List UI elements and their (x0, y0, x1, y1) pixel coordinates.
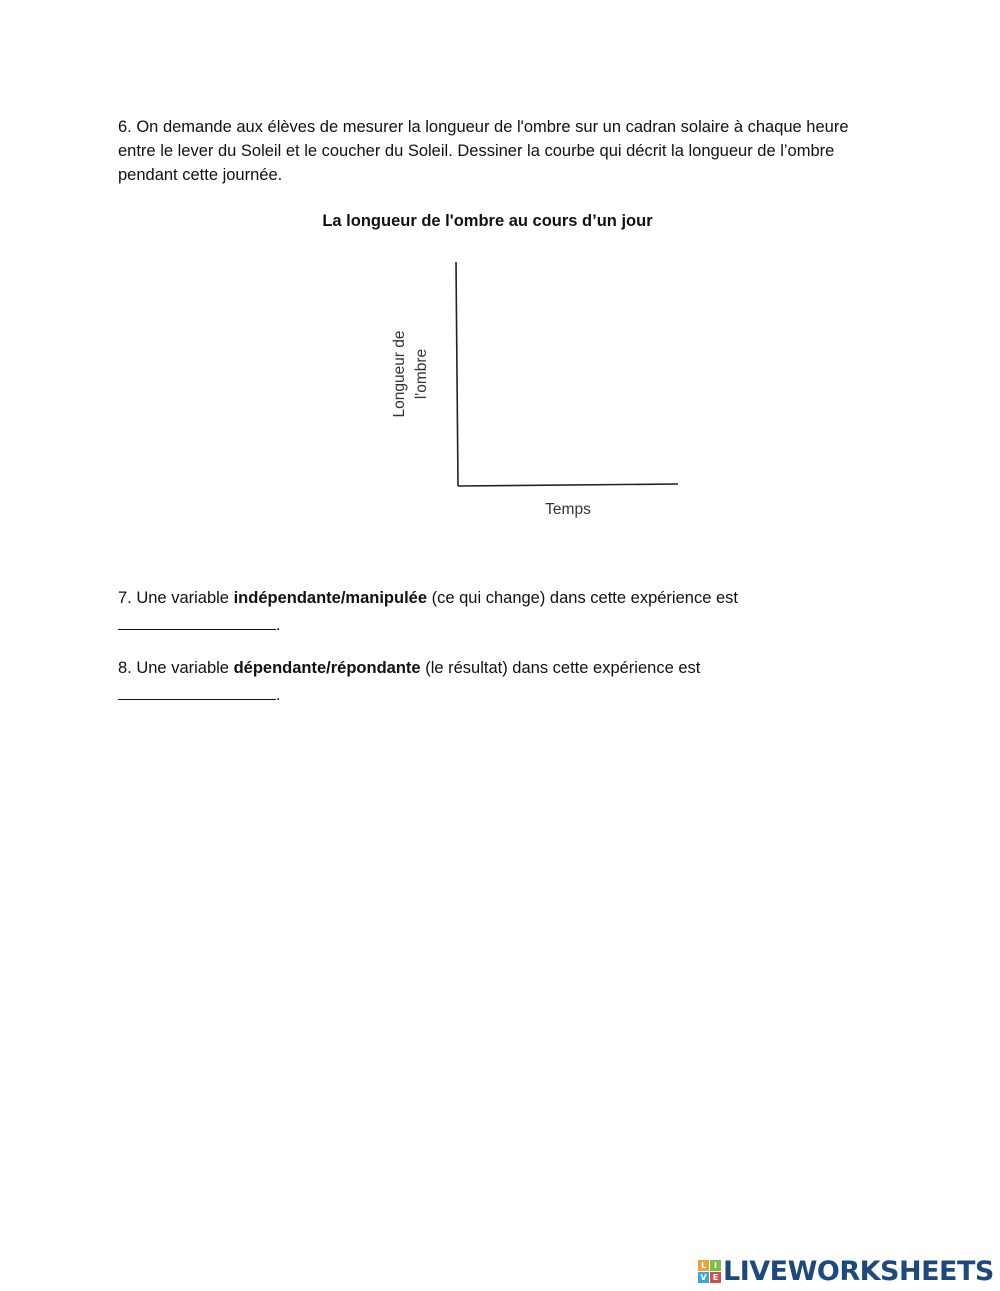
logo-block-i: I (710, 1260, 721, 1271)
logo-block-l: L (698, 1260, 709, 1271)
y-axis-label-line1: Longueur de (391, 330, 408, 418)
graph-title: La longueur de l'ombre au cours d’un jour (322, 212, 653, 230)
question-8-prefix: 8. Une variable (118, 659, 234, 677)
logo-block-e: E (710, 1272, 721, 1283)
logo-block-v: V (698, 1272, 709, 1283)
question-7 (118, 585, 878, 638)
x-axis-label: Temps (545, 501, 591, 518)
logo-blocks-icon (698, 1260, 721, 1283)
question-6 (118, 115, 878, 187)
question-7-prefix: 7. Une variable (118, 589, 234, 607)
question-7-answer-blank[interactable] (118, 611, 276, 630)
liveworksheets-logo (698, 1256, 994, 1286)
empty-graph[interactable] (380, 250, 700, 530)
question-7-suffix: (ce qui change) dans cette expérience est (427, 589, 738, 607)
question-8-suffix: (le résultat) dans cette expérience est (420, 659, 701, 677)
question-6-text: 6. On demande aux élèves de mesurer la longueur de l'ombre sur un cadran solaire à chaque heure entre le lever du Soleil et le coucher du Soleil. Dessiner la courbe qui décrit la longueur de l’ombre pendant cette journée. (118, 118, 849, 184)
x-axis-line (458, 484, 678, 486)
logo-text: LIVEWORKSHEETS (723, 1255, 994, 1287)
question-8-answer-blank[interactable] (118, 681, 276, 700)
y-axis-line (456, 262, 458, 486)
question-8-end: . (276, 686, 281, 704)
question-8 (118, 655, 878, 708)
y-axis-label-line2: l'ombre (413, 348, 430, 400)
question-8-bold: dépendante/répondante (233, 659, 421, 677)
question-7-end: . (276, 616, 281, 634)
question-7-bold: indépendante/manipulée (233, 589, 428, 607)
